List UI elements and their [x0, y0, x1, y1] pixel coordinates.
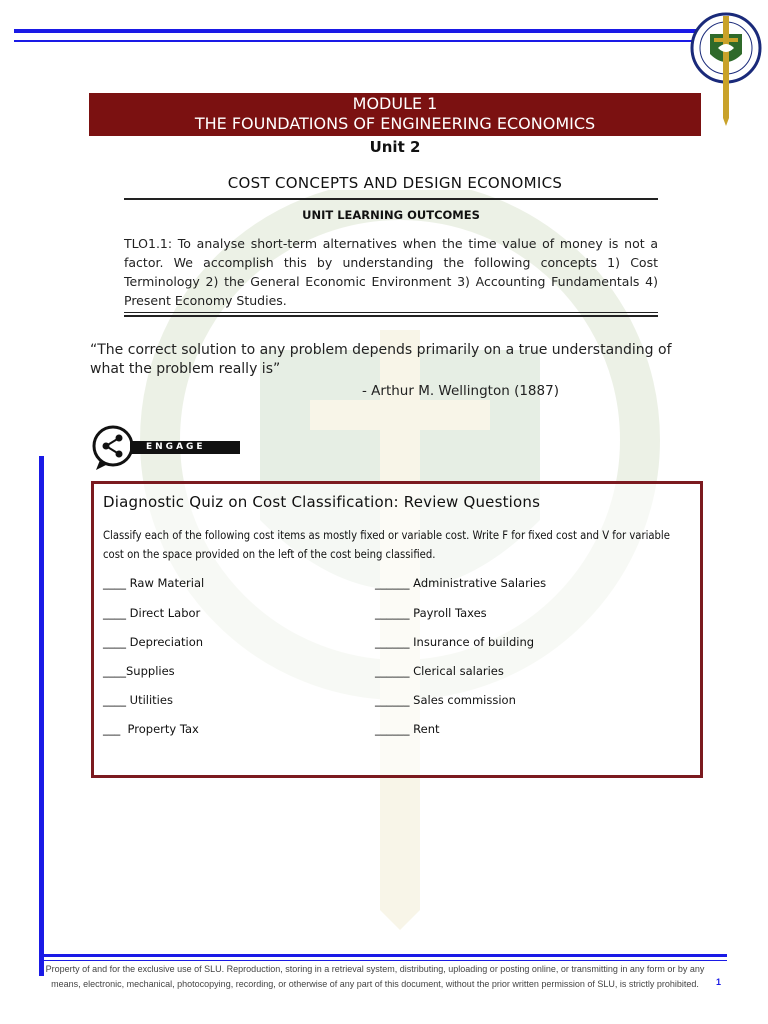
engage-label: ENGAGE [130, 441, 240, 454]
quiz-item: ____ Utilities [103, 693, 173, 707]
unit-title: Unit 2 [369, 138, 421, 156]
learning-outcomes-heading: UNIT LEARNING OUTCOMES [302, 208, 480, 222]
header-rule-thin [14, 40, 704, 42]
quiz-item: ______ Insurance of building [375, 635, 535, 649]
quote-text: “The correct solution to any problem depends primarily on a true understanding of what the problem really is” [90, 342, 672, 377]
footer-disclaimer: Property of and for the exclusive use of SLU. Reproduction, storing in a retrieval system, distributing, uploading or posting online, or transmitting in any form or by any means, electronic, mechanical, photocopying, recording, or otherwise of any part of this document, without the prior written permission of SLU, is strictly prohibited. [45, 964, 705, 989]
quiz-item: ______ Payroll Taxes [375, 606, 487, 620]
quiz-item: ____ Raw Material [103, 576, 205, 590]
quiz-instructions: Classify each of the following cost items as mostly fixed or variable cost. Write F for fixed cost and V for variable cost on the space provided on the left of the cost being classified. [103, 529, 670, 561]
quiz-item: ______ Rent [375, 722, 440, 736]
page-number: 1 [716, 977, 722, 987]
divider [124, 312, 658, 313]
module-banner [89, 93, 701, 136]
divider [124, 198, 658, 200]
header-rule [14, 29, 704, 33]
side-rule [39, 456, 44, 976]
footer-rule [40, 954, 727, 957]
quiz-item: ____ Direct Labor [103, 606, 201, 620]
unit-subtitle: COST CONCEPTS AND DESIGN ECONOMICS [227, 174, 563, 192]
quiz-item: ______ Clerical salaries [375, 664, 504, 678]
quiz-item: ______ Sales commission [375, 693, 516, 707]
divider [124, 315, 658, 317]
module-number: MODULE 1 [352, 94, 438, 113]
quiz-item: ____ Depreciation [103, 635, 204, 649]
quote-author: - Arthur M. Wellington (1887) [362, 383, 559, 399]
quiz-title: Diagnostic Quiz on Cost Classification: Review Questions [103, 493, 541, 511]
footer-rule-thin [40, 960, 727, 961]
quiz-item: ______ Administrative Salaries [375, 576, 547, 590]
quiz-item: ___ Property Tax [103, 722, 199, 736]
module-title: THE FOUNDATIONS OF ENGINEERING ECONOMICS [194, 114, 596, 133]
learning-outcome-text: TLO1.1: To analyse short-term alternatives when the time value of money is not a factor. We accomplish this by understanding the following concepts 1) Cost Terminology 2) the General Economic Environment 3) Accounting Fundamentals 4) Present Economy Studies. [124, 236, 658, 308]
quiz-item: ____Supplies [103, 664, 175, 678]
